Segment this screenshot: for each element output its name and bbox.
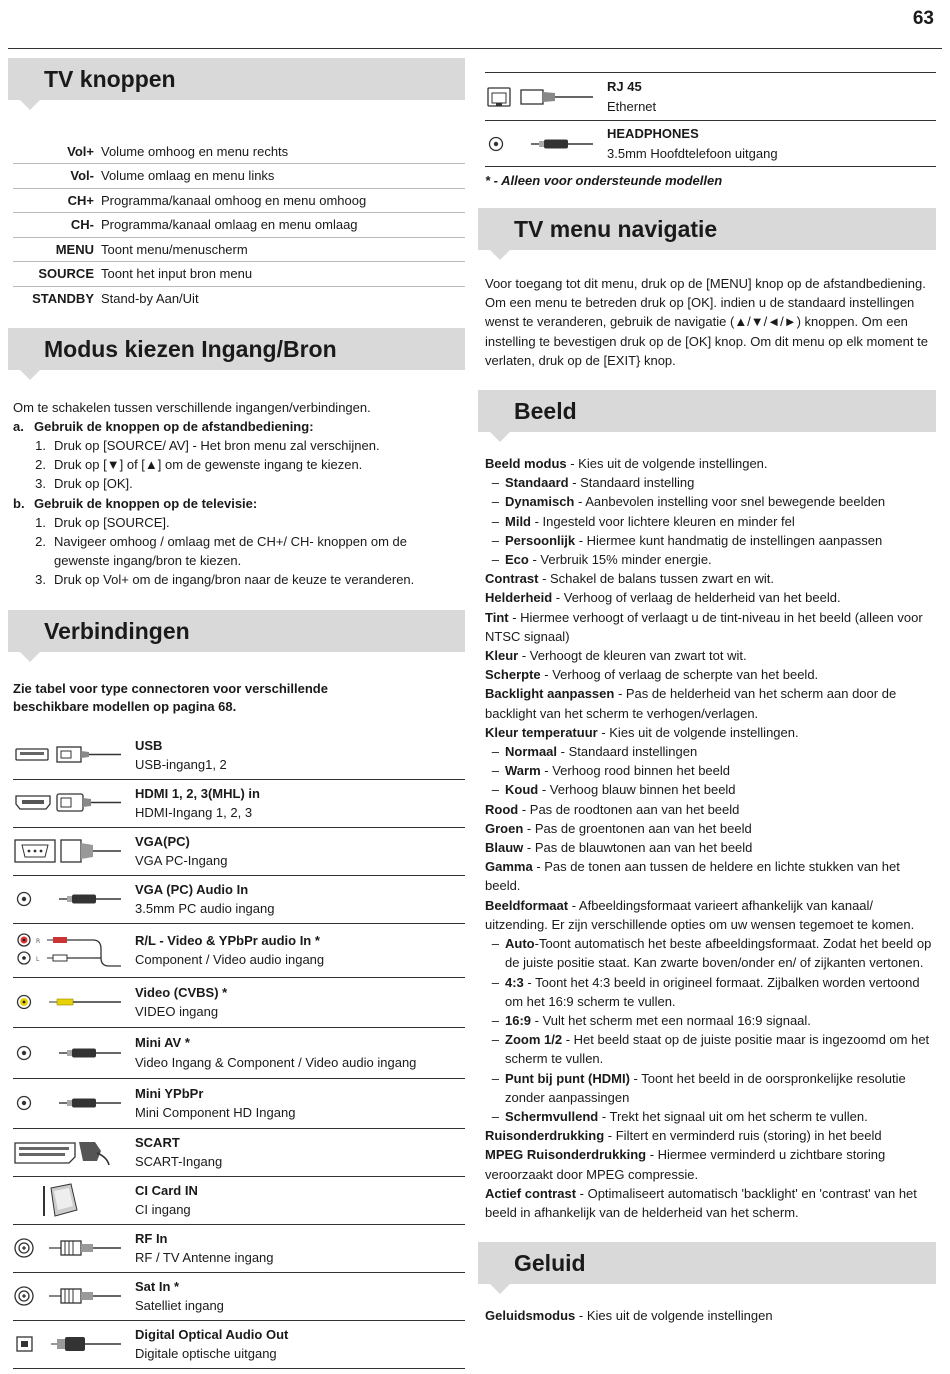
setting-name: Actief contrast	[485, 1185, 577, 1201]
button-key: CH-	[70, 217, 94, 233]
dash-icon: –	[491, 744, 499, 760]
button-row	[13, 286, 465, 311]
setting-option	[485, 761, 936, 780]
step-number: 1.	[35, 437, 46, 453]
connector-desc: VGA PC-Ingang	[135, 853, 228, 869]
button-row	[13, 188, 465, 213]
option-desc: - Toont het beeld in de oorspronkelijke resolutie zonder aanpassingen	[505, 1070, 906, 1105]
option-name: Mild	[505, 513, 531, 529]
connector-name: RF In	[135, 1230, 168, 1246]
models-note: * - Alleen voor ondersteunde modellen	[485, 173, 723, 188]
setting-option	[485, 780, 936, 799]
connector-row	[13, 780, 465, 828]
connector-text	[135, 832, 228, 870]
dash-icon: –	[491, 532, 499, 548]
setting-desc: - Verhoog of verlaag de helderheid van het beeld.	[552, 590, 841, 606]
menu-nav-text: Voor toegang tot dit menu, druk op de [MENU] knop op de afstandbediening. Om een menu te betreden druk op [OK]. indien u de standaard instellingen wenst te veranderen, gebruik de navigatie (▲/▼/◄/►) knoppen. Om een instelling te bevestigen druk op de [OK] knop. Om dit menu op elk moment te verlaten, druk op de [EXIT} knop.	[485, 276, 928, 368]
option-desc: -Toont automatisch het beste afbeeldingsformaat. Zodat het beeld op de juiste positie staat. Kan zwarte boven/onder en/ of zijkanten vertonen.	[505, 936, 932, 971]
connector-text	[135, 1325, 288, 1363]
connector-desc: CI ingang	[135, 1202, 191, 1218]
section-title: Verbindingen	[44, 617, 190, 644]
setting-name: Contrast	[485, 571, 539, 587]
step-item	[13, 436, 465, 455]
connector-row	[13, 924, 465, 978]
setting-item	[485, 896, 936, 934]
option-name: Punt bij punt (HDMI)	[505, 1070, 630, 1086]
setting-option	[485, 550, 936, 569]
setting-name: Kleur	[485, 648, 519, 664]
button-key: CH+	[67, 192, 94, 208]
button-key: Vol-	[70, 168, 94, 184]
option-name: Zoom 1/2	[505, 1032, 563, 1048]
connector-name: VGA(PC)	[135, 833, 190, 849]
jack-icon	[13, 1041, 135, 1065]
setting-desc: - Filtert en verminderd ruis (storing) in het beeld	[604, 1128, 882, 1144]
button-row	[13, 139, 465, 164]
dash-icon: –	[491, 1012, 499, 1028]
setting-name: Tint	[485, 609, 509, 625]
modus-a-steps	[13, 436, 465, 494]
connector-name: Mini AV *	[135, 1035, 190, 1051]
button-row	[13, 237, 465, 262]
setting-option	[485, 492, 936, 511]
setting-option	[485, 742, 936, 761]
button-key: Vol+	[67, 143, 94, 159]
section-title: Modus kiezen Ingang/Bron	[44, 335, 337, 362]
geluid-first-item: Geluidsmodus - Kies uit de volgende instellingen	[485, 1308, 773, 1324]
connector-row	[13, 732, 465, 780]
jack-icon	[485, 132, 607, 156]
scart-icon	[13, 1137, 135, 1167]
setting-option	[485, 934, 936, 972]
setting-desc: - Hiermee verhoogt of verlaagt u de tint-niveau in het beeld (alleen voor NTSC signaal)	[485, 609, 923, 644]
option-desc: - Verhoog rood binnen het beeld	[540, 763, 731, 779]
connector-desc: HDMI-Ingang 1, 2, 3	[135, 805, 253, 821]
connector-name: VGA (PC) Audio In	[135, 881, 249, 897]
setting-name: Helderheid	[485, 590, 553, 606]
setting-desc: - Afbeeldingsformaat varieert afhankelijk van kanaal/ uitzending. Er zijn verschillende opties om uw wensen tegemoet te komen.	[485, 897, 915, 932]
connector-text	[135, 784, 260, 822]
connector-text	[135, 880, 274, 918]
svg-text:R: R	[36, 938, 41, 946]
option-desc: - Toont het 4:3 beeld in origineel formaat. Zijbalken worden vertoond om het 16:9 scherm te vullen.	[505, 974, 920, 1009]
connector-name: HDMI 1, 2, 3(MHL) in	[135, 785, 260, 801]
button-desc: Toont het input bron menu	[101, 266, 253, 282]
setting-item	[485, 665, 936, 684]
jack-icon	[13, 1091, 135, 1115]
setting-desc: - Kies uit de volgende instellingen.	[566, 456, 768, 472]
setting-item	[485, 723, 936, 742]
beeld-content	[478, 454, 936, 1222]
top-rule	[8, 48, 942, 49]
dash-icon: –	[491, 1070, 499, 1086]
setting-option	[485, 1069, 936, 1107]
button-desc: Stand-by Aan/Uit	[101, 291, 199, 306]
connectors-table-right	[485, 72, 936, 167]
connector-name: R/L - Video & YPbPr audio In *	[135, 932, 320, 948]
setting-item	[485, 1145, 936, 1183]
dash-icon: –	[491, 763, 499, 779]
button-row	[13, 213, 465, 238]
setting-item	[485, 838, 936, 857]
setting-name: MPEG Ruisonderdrukking	[485, 1147, 647, 1163]
setting-name: Backlight aanpassen	[485, 686, 615, 702]
step-text: Navigeer omhoog / omlaag met de CH+/ CH- knoppen om de gewenste ingang/bron te kiezen.	[54, 533, 407, 569]
dash-icon: –	[491, 936, 499, 952]
coax-icon	[13, 1283, 135, 1309]
setting-name: Groen	[485, 820, 524, 836]
connector-text	[135, 983, 227, 1021]
section-header-tv-knoppen	[8, 58, 465, 100]
setting-name: Kleur temperatuur	[485, 724, 598, 740]
modus-content	[8, 398, 465, 590]
dash-icon: –	[491, 782, 499, 798]
step-text: Druk op [▼] of [▲] om de gewenste ingang te kiezen.	[54, 457, 363, 473]
connector-desc: Digitale optische uitgang	[135, 1346, 277, 1362]
section-header-modus	[8, 328, 465, 370]
optical-icon	[13, 1332, 135, 1356]
step-number: 3.	[35, 572, 46, 588]
connector-name: Sat In *	[135, 1278, 180, 1294]
connector-desc: Ethernet	[607, 98, 657, 114]
connector-desc: 3.5mm PC audio ingang	[135, 901, 275, 917]
button-row	[13, 262, 465, 287]
connector-row	[13, 1079, 465, 1129]
option-desc: - Standaard instelling	[568, 475, 695, 491]
hdmi-icon	[13, 791, 135, 815]
section-title: Geluid	[514, 1250, 586, 1277]
setting-item	[485, 646, 936, 665]
option-desc: - Aanbevolen instelling voor snel bewegende beelden	[574, 494, 886, 510]
setting-name: Gamma	[485, 859, 533, 875]
connector-row	[13, 1028, 465, 1079]
coax-icon	[13, 1235, 135, 1261]
rca-yellow-icon	[13, 990, 135, 1014]
section-header-verbindingen	[8, 610, 465, 652]
connector-row	[13, 828, 465, 876]
svg-text:L: L	[36, 956, 40, 964]
step-text: Druk op [SOURCE].	[54, 514, 170, 530]
step-item	[13, 570, 465, 589]
section-header-beeld	[478, 390, 936, 432]
dash-icon: –	[491, 475, 499, 491]
vga-icon	[13, 836, 135, 866]
verbindingen-intro: Zie tabel voor type connectoren voor verschillende beschikbare modellen op pagina 68.	[13, 680, 328, 714]
connector-text	[607, 77, 656, 115]
connectors-table	[13, 732, 465, 1369]
connector-text	[135, 1277, 224, 1315]
setting-item	[485, 608, 936, 646]
button-desc: Volume omlaag en menu links	[101, 168, 275, 184]
connector-row	[13, 1129, 465, 1177]
option-name: Normaal	[505, 744, 558, 760]
connector-row	[13, 1177, 465, 1225]
dash-icon: –	[491, 513, 499, 529]
setting-desc: - Kies uit de volgende instellingen.	[597, 724, 799, 740]
connector-name: Video (CVBS) *	[135, 984, 228, 1000]
option-name: Eco	[505, 552, 529, 568]
step-item	[13, 455, 465, 474]
option-desc: - Trekt het signaal uit om het scherm te vullen.	[598, 1108, 868, 1124]
connector-row	[13, 1321, 465, 1369]
button-row	[13, 164, 465, 189]
connector-text	[135, 1084, 295, 1122]
connector-text	[607, 124, 778, 162]
setting-name: Beeldformaat	[485, 897, 569, 913]
setting-item	[485, 454, 936, 473]
connector-row	[13, 978, 465, 1028]
setting-desc: - Pas de blauwtonen aan van het beeld	[523, 840, 753, 856]
option-name: Persoonlijk	[505, 532, 576, 548]
connector-desc: 3.5mm Hoofdtelefoon uitgang	[607, 145, 778, 161]
setting-item	[485, 1126, 936, 1145]
page-number: 63	[912, 8, 934, 29]
setting-desc: - Hiermee verminderd u zichtbare storing veroorzaakt door MPEG compressie.	[485, 1147, 886, 1182]
setting-name: Rood	[485, 801, 519, 817]
connector-row	[485, 121, 936, 167]
connector-desc: USB-ingang1, 2	[135, 757, 227, 773]
option-desc: - Hiermee kunt handmatig de instellingen aanpassen	[575, 532, 883, 548]
button-desc: Programma/kanaal omlaag en menu omlaag	[101, 217, 358, 233]
section-title: TV knoppen	[44, 66, 176, 92]
ci-card-icon	[13, 1182, 135, 1218]
connector-name: Digital Optical Audio Out	[135, 1326, 289, 1342]
setting-name: Ruisonderdrukking	[485, 1128, 605, 1144]
setting-option	[485, 1011, 936, 1030]
step-number: 2.	[35, 457, 46, 473]
connector-desc: Component / Video audio ingang	[135, 952, 325, 968]
connector-text	[135, 1181, 198, 1219]
option-name: Warm	[505, 763, 541, 779]
left-column	[8, 58, 465, 1369]
setting-desc: - Pas de roodtonen aan van het beeld	[518, 801, 740, 817]
setting-name: Beeld modus	[485, 456, 567, 472]
connector-text	[135, 736, 227, 774]
connector-desc: RF / TV Antenne ingang	[135, 1250, 274, 1266]
connector-name: HEADPHONES	[607, 126, 699, 142]
modus-a-heading: a. Gebruik de knoppen op de afstandbediening:	[13, 418, 314, 434]
connector-desc: VIDEO ingang	[135, 1004, 219, 1020]
usb-icon	[13, 743, 135, 767]
connector-text	[135, 1033, 416, 1071]
setting-name: Blauw	[485, 840, 524, 856]
step-item	[13, 532, 465, 570]
option-desc: - Ingesteld voor lichtere kleuren en minder fel	[531, 513, 795, 529]
connector-text	[135, 931, 324, 969]
setting-desc: - Pas de helderheid van het scherm aan door de backlight van het scherm te verhogen/verlagen.	[485, 686, 897, 721]
connector-row	[13, 1273, 465, 1321]
option-name: Standaard	[505, 475, 569, 491]
setting-option	[485, 512, 936, 531]
setting-item	[485, 569, 936, 588]
connector-name: CI Card IN	[135, 1182, 198, 1198]
connector-name: USB	[135, 737, 163, 753]
connector-name: RJ 45	[607, 79, 642, 95]
option-name: Auto	[505, 936, 535, 952]
setting-desc: - Pas de groentonen aan van het beeld	[523, 820, 752, 836]
step-item	[13, 474, 465, 493]
dash-icon: –	[491, 494, 499, 510]
section-title: TV menu navigatie	[514, 216, 718, 242]
option-name: 4:3	[505, 974, 524, 990]
button-desc: Volume omhoog en menu rechts	[101, 143, 289, 159]
modus-b-steps	[13, 513, 465, 590]
rca-rl-icon	[13, 932, 135, 968]
option-desc: - Het beeld staat op de juiste positie maar is ingezoomd om het scherm te vullen.	[505, 1032, 930, 1067]
step-text: Druk op [SOURCE/ AV] - Het bron menu zal verschijnen.	[54, 437, 380, 453]
option-desc: - Vult het scherm met een normaal 16:9 signaal.	[531, 1012, 811, 1028]
setting-desc: - Schakel de balans tussen zwart en wit.	[538, 571, 775, 587]
step-number: 2.	[35, 533, 46, 549]
option-desc: - Verhoog blauw binnen het beeld	[538, 782, 736, 798]
dash-icon: –	[491, 1032, 499, 1048]
connector-text	[135, 1133, 222, 1171]
rj45-icon	[485, 84, 607, 110]
option-desc: - Verbruik 15% minder energie.	[528, 552, 712, 568]
section-title: Beeld	[514, 398, 577, 425]
button-key: STANDBY	[32, 291, 94, 306]
connector-text	[135, 1229, 274, 1267]
setting-option	[485, 1107, 936, 1126]
setting-item	[485, 588, 936, 607]
tv-buttons-table	[13, 139, 465, 311]
setting-item	[485, 819, 936, 838]
dash-icon: –	[491, 1108, 499, 1124]
step-text: Druk op [OK].	[54, 476, 133, 492]
setting-item	[485, 684, 936, 722]
setting-desc: - Pas de tonen aan tussen de heldere en lichte stukken van het beeld.	[485, 859, 900, 894]
step-number: 3.	[35, 476, 46, 492]
section-header-geluid	[478, 1242, 936, 1284]
option-name: Koud	[505, 782, 539, 798]
setting-item	[485, 800, 936, 819]
setting-item	[485, 857, 936, 895]
button-desc: Toont menu/menuscherm	[101, 241, 248, 257]
connector-row	[13, 876, 465, 924]
connector-desc: Video Ingang & Component / Video audio ingang	[135, 1054, 417, 1070]
option-name: Schermvullend	[505, 1108, 599, 1124]
setting-desc: - Verhoog of verlaag de scherpte van het beeld.	[540, 667, 819, 683]
modus-intro: Om te schakelen tussen verschillende ingangen/verbindingen.	[13, 399, 371, 415]
connector-desc: Satelliet ingang	[135, 1298, 224, 1314]
button-key: SOURCE	[38, 266, 94, 282]
section-header-menu-navigatie	[478, 208, 936, 250]
dash-icon: –	[491, 974, 499, 990]
step-number: 1.	[35, 514, 46, 530]
jack-icon	[13, 887, 135, 911]
setting-option	[485, 473, 936, 492]
setting-option	[485, 1030, 936, 1068]
setting-option	[485, 531, 936, 550]
setting-option	[485, 973, 936, 1011]
right-column	[478, 58, 936, 1325]
option-desc: - Standaard instellingen	[557, 744, 698, 760]
modus-b-heading: b. Gebruik de knoppen op de televisie:	[13, 495, 258, 511]
setting-item	[485, 1184, 936, 1222]
setting-desc: - Verhoogt de kleuren van zwart tot wit.	[518, 648, 747, 664]
option-name: 16:9	[505, 1012, 532, 1028]
dash-icon: –	[491, 552, 499, 568]
button-desc: Programma/kanaal omhoog en menu omhoog	[101, 192, 367, 208]
step-text: Druk op Vol+ om de ingang/bron naar de keuze te veranderen.	[54, 572, 415, 588]
setting-desc: - Optimaliseert automatisch 'backlight' en 'contrast' van het beeld in afhankelijk van de helderheid van het scherm.	[485, 1185, 917, 1220]
connector-row	[13, 1225, 465, 1273]
step-item	[13, 513, 465, 532]
connector-name: SCART	[135, 1134, 180, 1150]
connector-row	[485, 73, 936, 121]
connector-name: Mini YPbPr	[135, 1085, 204, 1101]
button-key: MENU	[55, 241, 94, 257]
setting-name: Scherpte	[485, 667, 541, 683]
connector-desc: SCART-Ingang	[135, 1154, 223, 1170]
connector-desc: Mini Component HD Ingang	[135, 1105, 296, 1121]
option-name: Dynamisch	[505, 494, 575, 510]
